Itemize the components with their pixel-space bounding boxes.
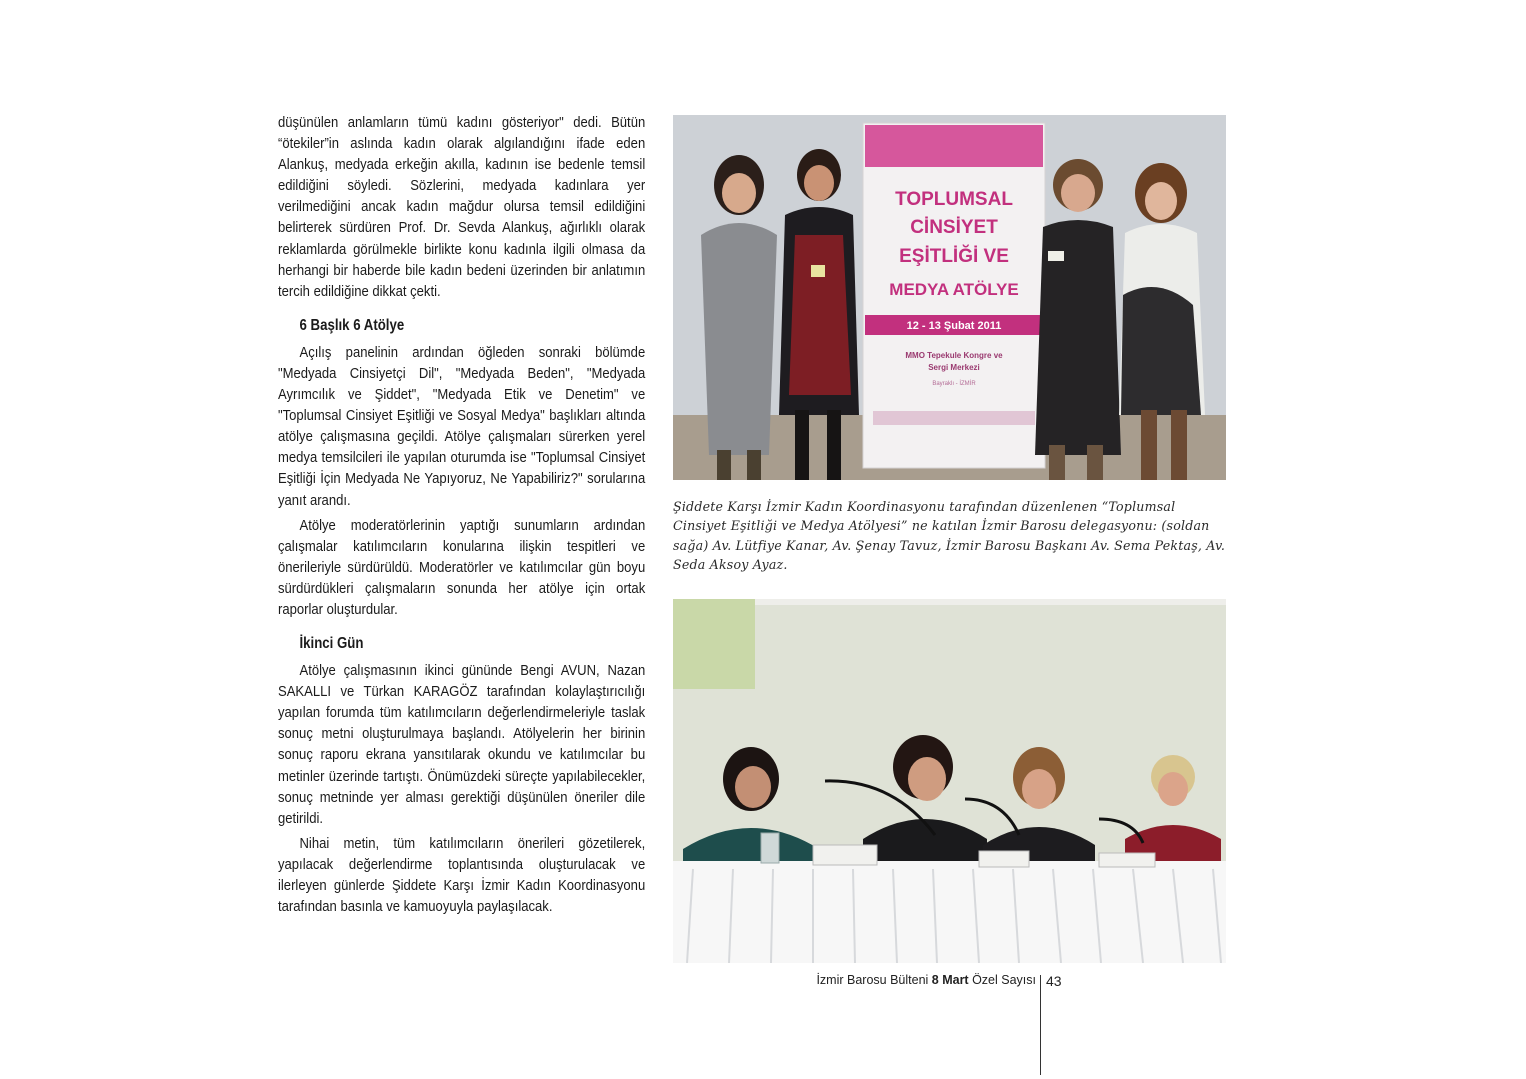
water-glass <box>761 833 779 863</box>
banner-city: Bayraklı - İZMİR <box>932 381 976 387</box>
banner-venue: MMO Tepekule Kongre ve <box>905 351 1003 360</box>
section-heading: İkinci Gün <box>299 635 364 653</box>
banner-venue: Sergi Merkezi <box>928 363 980 372</box>
delegation-photo <box>673 115 1226 480</box>
name-card <box>1099 853 1155 867</box>
panel-photo <box>673 599 1226 963</box>
article-paragraph: Nihai metin, tüm katılımcıların önerileri gözetilerek, yapılacak değerlendirme toplantısında oluşturulacak ve ilerleyen günlerde Şiddete Karşı İzmir Kadın Koordinasyonu tarafından basınla ve kamuoyuyla paylaşılacak. <box>278 834 646 916</box>
name-card <box>979 851 1029 867</box>
page-footer <box>816 973 1036 987</box>
article-paragraph: Açılış panelinin ardından öğleden sonraki bölümde "Medyada Cinsiyetçi Dil", "Medyada Beden", "Medyada Ayrımcılık ve Şiddet", "Medyada Etik ve Denetim" ve "Toplumsal Cinsiyet Eşitliği ve Sosyal Medya" başlıkları altında atölye çalışmasına geçildi. Atölye çalışmaları sürerken yerel medya temsilcileri ile yapılan oturumda ise "Toplumsal Cinsiyet Eşitliği İçin Medyada Ne Yapıyoruz, Ne Yapabiliriz?" sorularına yanıt arandı. <box>278 343 646 509</box>
page-number: 43 <box>1046 973 1062 989</box>
event-banner <box>863 123 1045 468</box>
section-heading: 6 Başlık 6 Atölye <box>299 316 405 334</box>
article-paragraph: düşünülen anlamların tümü kadını gösteriyor" dedi. Bütün “ötekiler”in aslında kadın olarak algılandığını ifade eden Alankuş, medyada erkeğin akılla, kadının ise bedenle temsil edildiğini söyledi. Sözlerini, medyada kadınlara yer verilmediğini ancak kadın mağdur olursa temsil edildiğini belirterek sürdüren Prof. Dr. Sevda Alankuş, ağırlıklı olarak reklamlarda görülmekle birlikte konu kadınla ilgili olmasa da herhangi bir haberde bile kadın bedeni üzerinden bir anlatımın tercih edildiğine dikkat çekti. <box>278 114 646 300</box>
banner-text: CİNSİYET <box>910 217 998 238</box>
banner-text: MEDYA ATÖLYE <box>889 280 1019 299</box>
delegation-photo-illustration <box>673 115 1226 480</box>
article-column <box>278 112 645 921</box>
footer-divider <box>1040 975 1041 1075</box>
banner-text: EŞİTLİĞİ VE <box>899 246 1009 267</box>
name-card <box>813 845 877 865</box>
banner-date: 12 - 13 Şubat 2011 <box>906 320 1002 332</box>
panel-photo-illustration <box>673 599 1226 963</box>
photo-caption: Şiddete Karşı İzmir Kadın Koordinasyonu tarafından düzenlenen “Toplumsal Cinsiyet Eşitliği ve Medya Atölyesi” ne katılan İzmir Barosu delegasyonu: (soldan sağa) Av. Lütfiye Kanar, Av. Şenay Tavuz, İzmir Barosu Başkanı Av. Sema Pektaş, Av. Seda Aksoy Ayaz. <box>673 499 1226 573</box>
article-paragraph: Atölye çalışmasının ikinci gününde Bengi AVUN, Nazan SAKALLI ve Türkan KARAGÖZ tarafından kolaylaştırıcılığı yapılan forumda tüm katılımcıların değerlendirmeleriyle taslak sonuç metni oluşturulmaya başlandı. Atölyelerin her birinin sonuç raporu ekrana yansıtılarak okundu ve katılımcılar bu metinler üzerinde tartıştı. Önümüzdeki süreçte yapılabilecekler, sonuç metninde yer alması gerektiği düşünülen öneriler dile getirildi. <box>278 662 646 827</box>
article-paragraph: Atölye moderatörlerinin yaptığı sunumların ardından çalışmalar katılımcıların konularına ilişkin tespitleri ve önerileriyle sürdürüldü. Moderatörler ve katılımcılar gün boyu sürdürdükleri çalışmaların sonunda her atölye için ortak raporlar oluşturdular. <box>278 516 646 618</box>
footer-publication: İzmir Barosu Bülteni <box>816 973 932 987</box>
footer-issue-suffix: Özel Sayısı <box>968 973 1036 987</box>
footer-issue: 8 Mart <box>931 973 969 987</box>
banner-text: TOPLUMSAL <box>895 189 1013 210</box>
